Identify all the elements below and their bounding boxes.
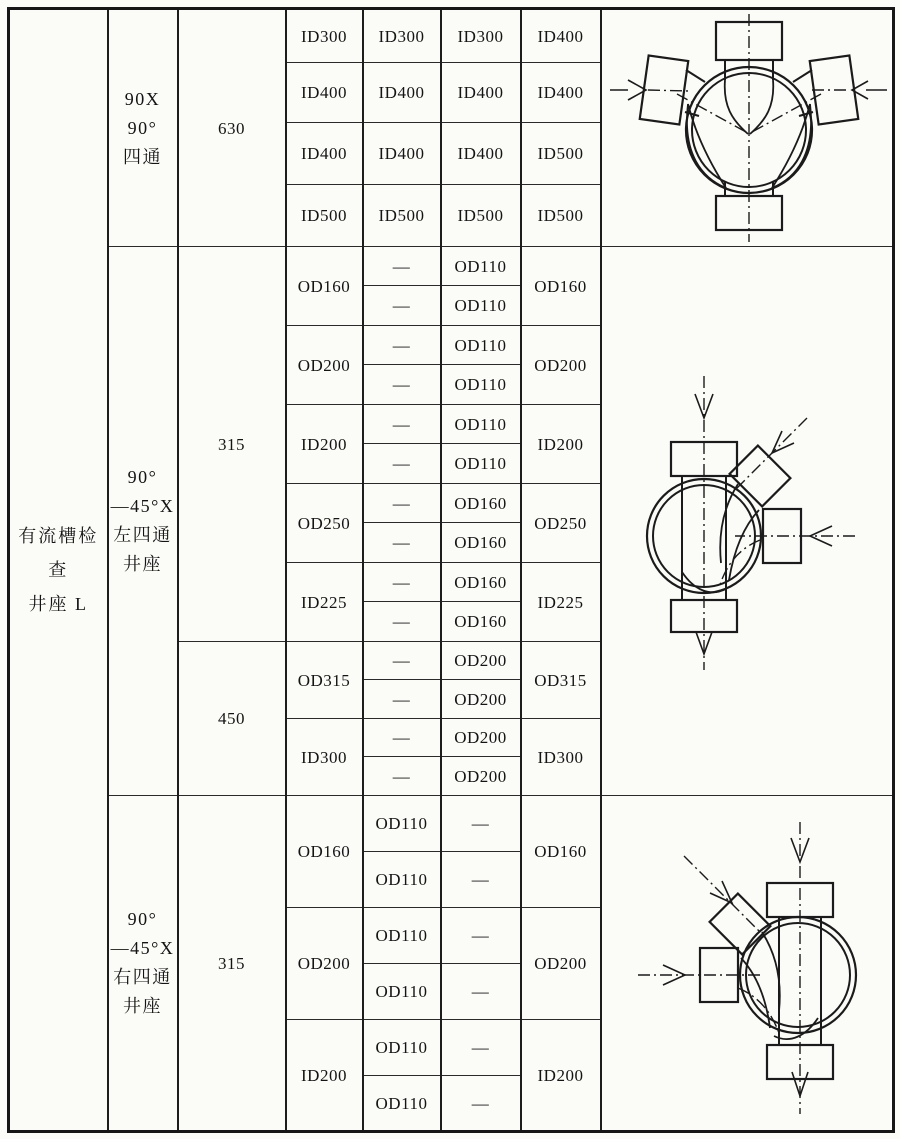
- dash-cell: —: [441, 1076, 521, 1132]
- pipe-size-cell: ID300: [521, 719, 601, 796]
- pipe-size-cell: ID400: [441, 63, 521, 123]
- type-label-right-four-way: [108, 796, 178, 1132]
- pipe-size-cell: ID500: [286, 185, 363, 247]
- size-cell: 315: [178, 247, 286, 642]
- dash-cell: —: [363, 719, 441, 757]
- pipe-size-cell: OD160: [441, 602, 521, 642]
- pipe-size-cell: ID400: [286, 123, 363, 185]
- pipe-size-cell: OD200: [441, 642, 521, 680]
- row-header-line: 井座 L: [28, 594, 88, 614]
- pipe-size-cell: ID500: [521, 123, 601, 185]
- dash-cell: —: [363, 602, 441, 642]
- dash-cell: —: [363, 247, 441, 286]
- type-line: —45°X: [110, 938, 175, 958]
- type-line: 90X: [124, 88, 161, 109]
- pipe-size-cell: OD315: [521, 642, 601, 719]
- pipe-size-cell: OD200: [441, 757, 521, 796]
- dash-cell: —: [441, 908, 521, 964]
- pipe-size-cell: OD110: [363, 908, 441, 964]
- pipe-size-cell: ID225: [521, 563, 601, 642]
- dash-cell: —: [441, 852, 521, 908]
- pipe-size-cell: ID200: [286, 1020, 363, 1132]
- dash-cell: —: [363, 523, 441, 563]
- pipe-size-cell: OD160: [521, 796, 601, 908]
- pipe-size-cell: OD160: [521, 247, 601, 326]
- dash-cell: —: [363, 326, 441, 365]
- pipe-size-cell: ID300: [363, 9, 441, 63]
- spec-table: [7, 7, 895, 1133]
- type-line: 井座: [123, 554, 162, 574]
- row-header-line: 有流槽检查: [18, 526, 99, 580]
- dash-cell: —: [363, 365, 441, 405]
- pipe-size-cell: ID400: [441, 123, 521, 185]
- pipe-size-cell: ID400: [363, 123, 441, 185]
- pipe-size-cell: OD200: [521, 908, 601, 1020]
- dash-cell: —: [363, 757, 441, 796]
- pipe-size-cell: OD110: [363, 964, 441, 1020]
- pipe-size-cell: ID200: [286, 405, 363, 484]
- pipe-size-cell: OD250: [521, 484, 601, 563]
- pipe-size-cell: OD110: [363, 1020, 441, 1076]
- pipe-size-cell: OD110: [441, 286, 521, 326]
- pipe-size-cell: ID400: [286, 63, 363, 123]
- pipe-size-cell: OD160: [441, 563, 521, 602]
- dash-cell: —: [363, 563, 441, 602]
- size-cell: 315: [178, 796, 286, 1132]
- diagram-cell-cross: [601, 9, 894, 247]
- pipe-size-cell: OD200: [521, 326, 601, 405]
- pipe-size-cell: OD110: [441, 405, 521, 444]
- pipe-size-cell: ID225: [286, 563, 363, 642]
- pipe-size-cell: ID200: [521, 405, 601, 484]
- type-line: 左四通: [113, 525, 172, 545]
- type-label-left-four-way: [108, 247, 178, 796]
- four-way-cross-diagram: [602, 10, 891, 246]
- pipe-size-cell: ID500: [441, 185, 521, 247]
- type-line: 四通: [123, 146, 162, 167]
- dash-cell: —: [441, 964, 521, 1020]
- left-four-way-diagram: [602, 248, 891, 794]
- pipe-size-cell: OD110: [441, 444, 521, 484]
- size-cell: 450: [178, 642, 286, 796]
- pipe-size-cell: OD160: [286, 796, 363, 908]
- pipe-size-cell: OD110: [363, 1076, 441, 1132]
- pipe-size-cell: OD200: [441, 680, 521, 719]
- type-line: 井座: [123, 996, 162, 1016]
- pipe-size-cell: OD110: [441, 365, 521, 405]
- dash-cell: —: [363, 680, 441, 719]
- diagram-cell-right-four-way: [601, 796, 894, 1132]
- pipe-size-cell: OD110: [363, 796, 441, 852]
- pipe-size-cell: OD200: [286, 326, 363, 405]
- size-cell: 630: [178, 9, 286, 247]
- type-line: 90°: [127, 909, 158, 929]
- type-line: 右四通: [113, 967, 172, 987]
- diagram-cell-left-four-way: [601, 247, 894, 796]
- pipe-size-cell: OD315: [286, 642, 363, 719]
- pipe-size-cell: OD110: [363, 852, 441, 908]
- pipe-size-cell: OD110: [441, 326, 521, 365]
- pipe-size-cell: ID300: [286, 719, 363, 796]
- pipe-size-cell: ID500: [363, 185, 441, 247]
- pipe-size-cell: OD200: [286, 908, 363, 1020]
- pipe-size-cell: OD160: [441, 484, 521, 523]
- pipe-size-cell: OD250: [286, 484, 363, 563]
- pipe-size-cell: OD160: [286, 247, 363, 326]
- dash-cell: —: [363, 286, 441, 326]
- type-line: —45°X: [110, 496, 175, 516]
- dash-cell: —: [363, 484, 441, 523]
- pipe-size-cell: ID400: [363, 63, 441, 123]
- pipe-size-cell: OD200: [441, 719, 521, 757]
- pipe-size-cell: ID300: [441, 9, 521, 63]
- right-four-way-diagram: [602, 796, 891, 1130]
- pipe-size-cell: OD160: [441, 523, 521, 563]
- row-header: [9, 9, 108, 1132]
- dash-cell: —: [441, 1020, 521, 1076]
- pipe-size-cell: ID500: [521, 185, 601, 247]
- pipe-size-cell: ID400: [521, 9, 601, 63]
- pipe-size-cell: ID400: [521, 63, 601, 123]
- dash-cell: —: [441, 796, 521, 852]
- dash-cell: —: [363, 405, 441, 444]
- type-label-cross: [108, 9, 178, 247]
- dash-cell: —: [363, 642, 441, 680]
- pipe-size-cell: ID300: [286, 9, 363, 63]
- type-line: 90°: [127, 117, 158, 138]
- dash-cell: —: [363, 444, 441, 484]
- pipe-size-cell: ID200: [521, 1020, 601, 1132]
- type-line: 90°: [127, 467, 158, 487]
- pipe-size-cell: OD110: [441, 247, 521, 286]
